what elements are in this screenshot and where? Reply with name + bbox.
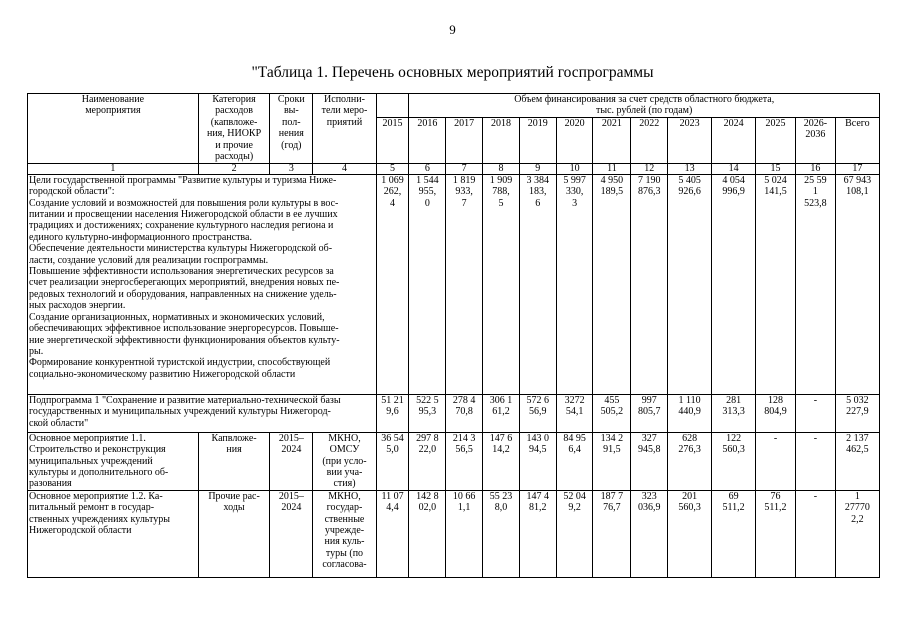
text-line: 147 6 bbox=[489, 432, 513, 444]
text-line: Исполни- bbox=[324, 94, 365, 105]
text-line: 2018 bbox=[490, 117, 511, 129]
column-number: 14 bbox=[712, 163, 756, 174]
table-row-measure-1-2 bbox=[28, 490, 880, 577]
text-line: Наименование bbox=[81, 94, 145, 105]
text-line: 56,5 bbox=[455, 444, 473, 456]
text-line: 1 bbox=[812, 186, 818, 198]
text-line: 306 1 bbox=[489, 394, 513, 406]
text-line: 2 137 bbox=[846, 432, 869, 444]
text-line: культуры и дополнительного об- bbox=[29, 467, 169, 479]
value-cell-2015 bbox=[376, 174, 409, 394]
text-line: Основное мероприятие 1.1. bbox=[29, 432, 146, 444]
text-line: 84 95 bbox=[563, 432, 586, 444]
text-line: 560,3 bbox=[678, 502, 701, 514]
text-line: единого культурно-информационного пространства. bbox=[29, 231, 252, 243]
value-cell-2015 bbox=[376, 394, 409, 432]
text-line: 227,9 bbox=[846, 406, 869, 418]
value-cell-2023 bbox=[668, 174, 712, 394]
header-year-2021 bbox=[593, 117, 631, 163]
value-cell-2018 bbox=[483, 174, 520, 394]
header-year-2025 bbox=[756, 117, 796, 163]
value-cell-2022 bbox=[631, 490, 668, 577]
text-line: 805,7 bbox=[637, 406, 661, 418]
text-line: 6 bbox=[535, 197, 541, 209]
text-line: 628 bbox=[682, 432, 698, 444]
measure-1-2-category bbox=[198, 490, 270, 577]
text-line: 2016 bbox=[417, 117, 438, 129]
text-line: 5,0 bbox=[386, 444, 399, 456]
text-line: и прочие bbox=[215, 139, 253, 151]
value-cell-2023 bbox=[668, 432, 712, 490]
text-line: стия) bbox=[333, 478, 356, 490]
text-line: 2024 bbox=[281, 444, 302, 456]
text-line: 69 bbox=[728, 490, 739, 502]
text-line: 327 bbox=[641, 432, 657, 444]
text-line: 187 7 bbox=[600, 490, 624, 502]
text-line: 2024 bbox=[281, 502, 302, 514]
text-line: ласти, создание условий для реализации госпрограммы. bbox=[29, 254, 269, 266]
header-category bbox=[198, 94, 270, 164]
value-cell-2026-2036 bbox=[795, 490, 835, 577]
text-line: 511,2 bbox=[722, 502, 745, 514]
value-cell-2020 bbox=[556, 490, 593, 577]
value-cell-Всего bbox=[835, 432, 879, 490]
text-line: Подпрограмма 1 "Сохранение и развитие материально-технической базы bbox=[29, 394, 341, 406]
value-cell-2016 bbox=[409, 490, 446, 577]
text-line: вы- bbox=[283, 105, 299, 117]
value-cell-Всего bbox=[835, 174, 879, 394]
text-line: ния куль- bbox=[324, 536, 365, 548]
text-line: 2021 bbox=[601, 117, 622, 129]
value-cell-Всего bbox=[835, 394, 879, 432]
text-line: 2015 bbox=[382, 117, 403, 129]
value-cell-2019 bbox=[519, 490, 556, 577]
column-number: 10 bbox=[556, 163, 593, 174]
column-number: 16 bbox=[795, 163, 835, 174]
value-cell-2015 bbox=[376, 490, 409, 577]
text-line: - bbox=[813, 394, 818, 406]
header-year-2019 bbox=[519, 117, 556, 163]
column-number: 4 bbox=[313, 163, 376, 174]
text-line: 67 943 bbox=[843, 174, 872, 186]
text-line: Капвложе- bbox=[211, 432, 257, 444]
text-line: 214 3 bbox=[452, 432, 476, 444]
value-cell-2024 bbox=[712, 432, 756, 490]
text-line: учрежде- bbox=[324, 525, 365, 537]
text-line: Строительство и реконструкция bbox=[29, 444, 166, 456]
text-line: 7 190 bbox=[637, 174, 661, 186]
text-line: расходов bbox=[215, 105, 254, 117]
header-spacer bbox=[376, 94, 409, 118]
text-line: 462,5 bbox=[846, 444, 869, 456]
text-line: Создание условий и возможностей для повышения роли культуры в вос- bbox=[29, 197, 339, 209]
text-line: 76,7 bbox=[603, 502, 621, 514]
header-terms bbox=[270, 94, 313, 164]
text-line: 997 bbox=[641, 394, 657, 406]
text-line: питании и просвещении населения Нижегородской области в ее лучших bbox=[29, 209, 338, 221]
column-number: 7 bbox=[446, 163, 483, 174]
text-line: 141,5 bbox=[764, 186, 787, 198]
text-line: (капвложе- bbox=[210, 116, 258, 128]
header-year-2020 bbox=[556, 117, 593, 163]
text-line: питальный ремонт в государ- bbox=[29, 502, 155, 514]
text-line: ры. bbox=[29, 345, 44, 357]
text-line: ных расходов энергии. bbox=[29, 300, 126, 312]
header-year-2026-2036 bbox=[795, 117, 835, 163]
text-line: 95,3 bbox=[418, 406, 437, 418]
text-line: 55 23 bbox=[489, 490, 513, 502]
text-line: 511,2 bbox=[764, 502, 787, 514]
value-cell-2026-2036 bbox=[795, 432, 835, 490]
text-line: 8,0 bbox=[494, 502, 508, 514]
value-cell-2026-2036 bbox=[795, 394, 835, 432]
text-line: 313,3 bbox=[722, 406, 745, 418]
text-line: 2015– bbox=[278, 490, 304, 502]
text-line: городской области": bbox=[29, 186, 115, 198]
column-number: 15 bbox=[756, 163, 796, 174]
header-name bbox=[28, 94, 199, 164]
text-line: МКНО, bbox=[328, 432, 361, 444]
table-row-program-goals bbox=[28, 174, 880, 394]
text-line: 6,4 bbox=[568, 444, 581, 456]
header-year-2016 bbox=[409, 117, 446, 163]
text-line: 4 bbox=[390, 197, 396, 209]
text-line: 2024 bbox=[723, 117, 744, 129]
text-line: туры (по bbox=[325, 547, 364, 559]
value-cell-2018 bbox=[483, 394, 520, 432]
measure-1-2-executors bbox=[313, 490, 376, 577]
value-cell-2015 bbox=[376, 432, 409, 490]
text-line: - bbox=[813, 490, 818, 502]
text-line: государственных и муниципальных учреждений культуры Нижегород- bbox=[29, 406, 331, 418]
header-executors bbox=[313, 94, 376, 164]
text-line: нения bbox=[278, 128, 304, 140]
text-line: тыс. рублей (по годам) bbox=[596, 105, 693, 117]
column-number: 17 bbox=[835, 163, 879, 174]
text-line: 522 5 bbox=[416, 394, 439, 406]
text-line: Категория bbox=[212, 94, 256, 105]
text-line: ственных учреждениях культуры bbox=[29, 513, 170, 525]
header-year-2017 bbox=[446, 117, 483, 163]
text-line: 945,8 bbox=[637, 444, 661, 456]
value-cell-2024 bbox=[712, 174, 756, 394]
measure-1-1-executors bbox=[313, 432, 376, 490]
value-cell-2018 bbox=[483, 432, 520, 490]
header-year-2024 bbox=[712, 117, 756, 163]
text-line: 330, bbox=[565, 186, 584, 198]
text-line: (год) bbox=[281, 139, 302, 151]
text-line: - bbox=[773, 432, 778, 444]
text-line: ОМСУ bbox=[329, 444, 360, 456]
text-line: 926,6 bbox=[678, 186, 701, 198]
text-line: мероприятия bbox=[85, 105, 141, 117]
text-line: редовых технологий и оборудования, направленных на снижение удель- bbox=[29, 288, 337, 300]
measures-table bbox=[27, 93, 880, 578]
text-line: муниципальных учреждений bbox=[29, 455, 153, 467]
text-line: Объем финансирования за счет средств областного бюджета, bbox=[514, 94, 775, 105]
text-line: 1 bbox=[854, 490, 860, 502]
header-funding bbox=[409, 94, 880, 118]
text-line: 22,0 bbox=[418, 444, 437, 456]
text-line: 5 bbox=[498, 197, 504, 209]
header-year-2015 bbox=[376, 117, 409, 163]
header-year-2022 bbox=[631, 117, 668, 163]
value-cell-2017 bbox=[446, 432, 483, 490]
text-line: 11 07 bbox=[381, 490, 404, 502]
value-cell-2016 bbox=[409, 174, 446, 394]
text-line: 189,5 bbox=[600, 186, 624, 198]
text-line: 1 110 bbox=[678, 394, 701, 406]
value-cell-2017 bbox=[446, 174, 483, 394]
text-line: 1 909 bbox=[489, 174, 513, 186]
value-cell-2023 bbox=[668, 394, 712, 432]
text-line: 955, bbox=[418, 186, 437, 198]
header-year-Всего bbox=[835, 117, 879, 163]
text-line: 572 6 bbox=[526, 394, 549, 406]
value-cell-2023 bbox=[668, 490, 712, 577]
value-cell-2021 bbox=[593, 432, 631, 490]
text-line: 2026- bbox=[803, 117, 828, 129]
value-cell-2026-2036 bbox=[795, 174, 835, 394]
column-number: 13 bbox=[668, 163, 712, 174]
text-line: 27770 bbox=[844, 502, 870, 514]
text-line: 81,2 bbox=[529, 502, 547, 514]
value-cell-2019 bbox=[519, 394, 556, 432]
text-line: 788, bbox=[492, 186, 510, 198]
text-line: 76 bbox=[770, 490, 781, 502]
text-line: 2023 bbox=[679, 117, 700, 129]
text-line: расходы) bbox=[214, 151, 254, 163]
text-line: 5 405 bbox=[678, 174, 701, 186]
subprogram-1-text bbox=[28, 394, 377, 432]
value-cell-2019 bbox=[519, 174, 556, 394]
text-line: ственные bbox=[324, 513, 365, 525]
text-line: 804,9 bbox=[764, 406, 787, 418]
text-line: 276,3 bbox=[678, 444, 701, 456]
value-cell-2021 bbox=[593, 394, 631, 432]
header-year-2018 bbox=[483, 117, 520, 163]
text-line: 51 21 bbox=[381, 394, 404, 406]
text-line: 278 4 bbox=[452, 394, 476, 406]
text-line: 4 054 bbox=[722, 174, 745, 186]
text-line: 505,2 bbox=[600, 406, 624, 418]
text-line: 876,3 bbox=[637, 186, 661, 198]
text-line: Повышение эффективности использования энергетических ресурсов за bbox=[29, 266, 334, 278]
text-line: Основное мероприятие 1.2. Ка- bbox=[29, 490, 163, 502]
text-line: 9,6 bbox=[386, 406, 399, 418]
text-line: приятий bbox=[326, 116, 363, 128]
text-line: счет реализации энергосберегающих мероприятий, внедрения новых пе- bbox=[29, 277, 340, 289]
text-line: Сроки bbox=[277, 94, 305, 105]
column-number: 2 bbox=[198, 163, 270, 174]
text-line: 108,1 bbox=[846, 186, 869, 198]
text-line: пол- bbox=[282, 116, 301, 128]
text-line: 262, bbox=[383, 186, 402, 198]
column-number: 9 bbox=[519, 163, 556, 174]
value-cell-2024 bbox=[712, 490, 756, 577]
text-line: 440,9 bbox=[678, 406, 701, 418]
column-numbers-row bbox=[28, 163, 880, 174]
text-line: тели меро- bbox=[321, 105, 368, 117]
value-cell-2025 bbox=[756, 174, 796, 394]
text-line: 3 bbox=[572, 197, 578, 209]
text-line: 183, bbox=[529, 186, 547, 198]
text-line: 323 bbox=[641, 490, 657, 502]
text-line: 5 997 bbox=[563, 174, 586, 186]
value-cell-2025 bbox=[756, 490, 796, 577]
table-title: "Таблица 1. Перечень основных мероприятий госпрограммы bbox=[251, 64, 654, 81]
value-cell-2024 bbox=[712, 394, 756, 432]
text-line: ходы bbox=[223, 502, 245, 514]
text-line: Прочие рас- bbox=[208, 490, 260, 502]
text-line: 455 bbox=[604, 394, 620, 406]
text-line: - bbox=[813, 432, 818, 444]
value-cell-2020 bbox=[556, 394, 593, 432]
text-line: 2020 bbox=[564, 117, 585, 129]
text-line: 142 8 bbox=[416, 490, 439, 502]
text-line: 201 bbox=[682, 490, 698, 502]
text-line: социально-экономическому развитию Нижегородской области bbox=[29, 368, 296, 380]
text-line: 2015– bbox=[278, 432, 304, 444]
measure-1-1-category bbox=[198, 432, 270, 490]
text-line: (при усло- bbox=[322, 455, 367, 467]
text-line: ния bbox=[226, 444, 242, 456]
column-number: 8 bbox=[483, 163, 520, 174]
header-row-top bbox=[28, 94, 880, 118]
value-cell-2021 bbox=[593, 174, 631, 394]
value-cell-2017 bbox=[446, 394, 483, 432]
text-line: 2025 bbox=[765, 117, 786, 129]
text-line: 560,3 bbox=[722, 444, 745, 456]
value-cell-2022 bbox=[631, 174, 668, 394]
text-line: 4,4 bbox=[386, 502, 399, 514]
text-line: 1,1 bbox=[457, 502, 471, 514]
text-line: Цели государственной программы "Развитие культуры и туризма Ниже- bbox=[29, 174, 337, 186]
text-line: 1 819 bbox=[452, 174, 476, 186]
text-line: 0 bbox=[424, 197, 430, 209]
value-cell-2018 bbox=[483, 490, 520, 577]
measure-1-2-terms bbox=[270, 490, 313, 577]
text-line: 128 bbox=[767, 394, 783, 406]
text-line: ния, НИОКР bbox=[206, 128, 262, 140]
text-line: Нижегородской области bbox=[29, 525, 132, 537]
text-line: 9,2 bbox=[568, 502, 581, 514]
text-line: разования bbox=[29, 478, 72, 490]
text-line: традициях и достижениях; сохранение культурного наследия региона и bbox=[29, 220, 334, 232]
value-cell-2022 bbox=[631, 432, 668, 490]
value-cell-2016 bbox=[409, 432, 446, 490]
text-line: 147 4 bbox=[526, 490, 549, 502]
column-number: 1 bbox=[28, 163, 199, 174]
table-row-measure-1-1 bbox=[28, 432, 880, 490]
text-line: ской области" bbox=[29, 417, 89, 429]
text-line: 933, bbox=[455, 186, 473, 198]
text-line: Формирование конкурентной туристской индустрии, способствующей bbox=[29, 357, 331, 369]
text-line: 36 54 bbox=[381, 432, 404, 444]
text-line: 7 bbox=[461, 197, 467, 209]
text-line: 94,5 bbox=[529, 444, 547, 456]
text-line: ние энергетической эффективности функционирования объектов культу- bbox=[29, 334, 340, 346]
table-row-subprogram-1 bbox=[28, 394, 880, 432]
text-line: 02,0 bbox=[418, 502, 437, 514]
text-line: 996,9 bbox=[722, 186, 745, 198]
header-year-2023 bbox=[668, 117, 712, 163]
text-line: 134 2 bbox=[600, 432, 624, 444]
text-line: Создание организационных, нормативных и экономических условий, bbox=[29, 311, 325, 323]
text-line: 54,1 bbox=[565, 406, 584, 418]
program-goals-text bbox=[28, 174, 377, 394]
text-line: Обеспечение деятельности министерства культуры Нижегородской об- bbox=[29, 243, 333, 255]
text-line: 036,9 bbox=[637, 502, 661, 514]
text-line: 5 024 bbox=[764, 174, 787, 186]
text-line: 3 384 bbox=[526, 174, 549, 186]
text-line: 3272 bbox=[564, 394, 585, 406]
text-line: 61,2 bbox=[492, 406, 510, 418]
text-line: 122 bbox=[726, 432, 742, 444]
text-line: 4 950 bbox=[600, 174, 624, 186]
text-line: 1 069 bbox=[381, 174, 404, 186]
text-line: вии уча- bbox=[326, 467, 363, 479]
value-cell-2021 bbox=[593, 490, 631, 577]
text-line: 2022 bbox=[639, 117, 660, 129]
value-cell-2020 bbox=[556, 432, 593, 490]
measure-1-1-terms bbox=[270, 432, 313, 490]
text-line: 56,9 bbox=[529, 406, 547, 418]
value-cell-2025 bbox=[756, 394, 796, 432]
text-line: 25 59 bbox=[804, 174, 827, 186]
value-cell-2016 bbox=[409, 394, 446, 432]
text-line: 281 bbox=[726, 394, 742, 406]
measure-1-2-name bbox=[28, 490, 199, 577]
measure-1-1-name bbox=[28, 432, 199, 490]
column-number: 11 bbox=[593, 163, 631, 174]
value-cell-2017 bbox=[446, 490, 483, 577]
text-line: 2017 bbox=[454, 117, 475, 129]
text-line: 2036 bbox=[805, 129, 826, 141]
text-line: 143 0 bbox=[526, 432, 549, 444]
value-cell-2020 bbox=[556, 174, 593, 394]
value-cell-2022 bbox=[631, 394, 668, 432]
text-line: 5 032 bbox=[846, 394, 869, 406]
column-number: 3 bbox=[270, 163, 313, 174]
text-line: согласова- bbox=[322, 559, 367, 571]
text-line: 1 544 bbox=[416, 174, 439, 186]
text-line: Всего bbox=[845, 117, 870, 129]
text-line: 297 8 bbox=[416, 432, 439, 444]
value-cell-2025 bbox=[756, 432, 796, 490]
text-line: 91,5 bbox=[603, 444, 621, 456]
text-line: 10 66 bbox=[452, 490, 476, 502]
text-line: МКНО, bbox=[328, 490, 361, 502]
column-number: 5 bbox=[376, 163, 409, 174]
value-cell-2019 bbox=[519, 432, 556, 490]
value-cell-Всего bbox=[835, 490, 879, 577]
text-line: 14,2 bbox=[492, 444, 510, 456]
text-line: государ- bbox=[326, 502, 363, 514]
page-number: 9 bbox=[449, 22, 456, 37]
column-number: 12 bbox=[631, 163, 668, 174]
text-line: 523,8 bbox=[804, 197, 827, 209]
text-line: 2019 bbox=[527, 117, 548, 129]
text-line: 2,2 bbox=[851, 513, 864, 525]
column-number: 6 bbox=[409, 163, 446, 174]
text-line: обеспечивающих эффективное использование энергоресурсов. Повыше- bbox=[29, 323, 339, 335]
text-line: 70,8 bbox=[455, 406, 473, 418]
text-line: 52 04 bbox=[563, 490, 586, 502]
